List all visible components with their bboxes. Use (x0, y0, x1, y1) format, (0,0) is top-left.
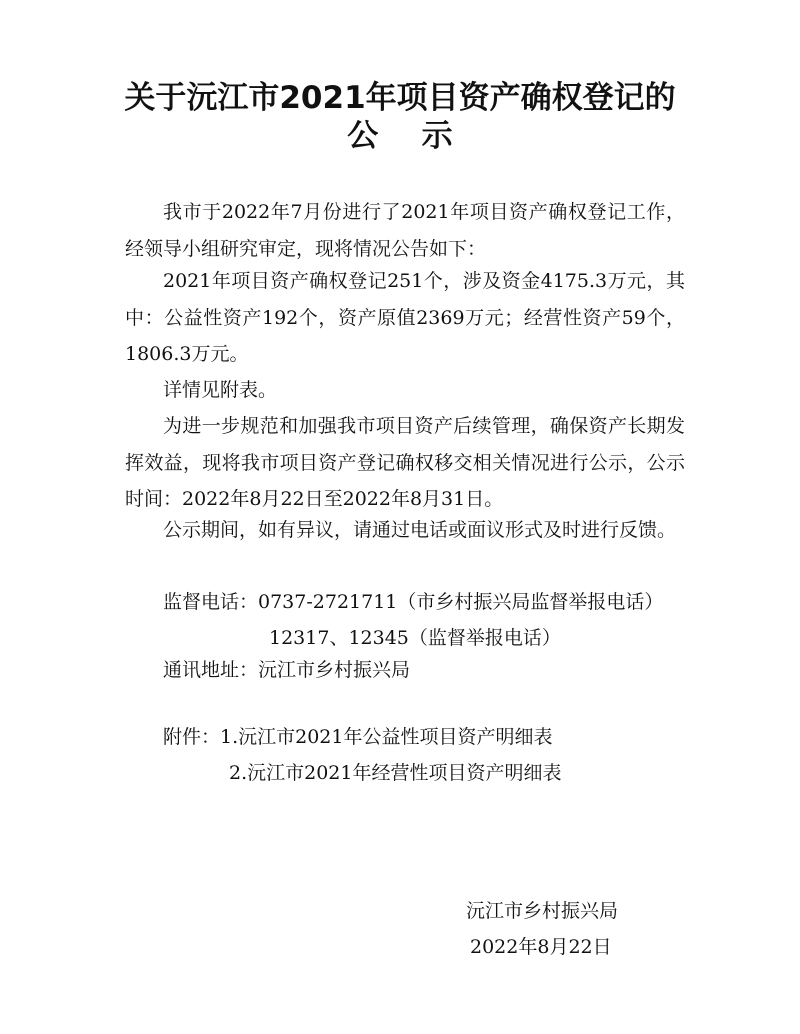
document-title-line2: 公示 (347, 118, 497, 154)
intro-paragraph: 我市于2022年7月份进行了2021年项目资产确权登记工作，经领导小组研究审定，现将情况公告如下： (125, 201, 685, 260)
signature-organization: 沅江市乡村振兴局 (466, 900, 619, 922)
feedback-paragraph: 公示期间，如有异议，请通过电话或面议形式及时进行反馈。 (163, 519, 677, 541)
details-paragraph: 详情见附表。 (163, 379, 278, 401)
attachment-item-2: 2.沅江市2021年经营性项目资产明细表 (229, 762, 562, 784)
attachment-item-1: 附件：1.沅江市2021年公益性项目资产明细表 (163, 726, 553, 748)
signature-date: 2022年8月22日 (470, 936, 612, 958)
contact-address: 通讯地址：沅江市乡村振兴局 (163, 659, 411, 681)
summary-paragraph: 2021年项目资产确权登记251个，涉及资金4175.3万元，其中：公益性资产192个，资产原值2369万元；经营性资产59个，1806.3万元。 (125, 270, 685, 365)
supervision-phone-line: 监督电话：0737-2721711（市乡村振兴局监督举报电话） (163, 591, 664, 613)
publicity-paragraph: 为进一步规范和加强我市项目资产后续管理，确保资产长期发挥效益，现将我市项目资产登记确权移交相关情况进行公示，公示时间：2022年8月22日至2022年8月31日。 (125, 415, 685, 510)
supervision-phone-line-2: 12317、12345（监督举报电话） (269, 627, 561, 649)
document-title-line1: 关于沅江市2021年项目资产确权登记的 (124, 80, 676, 116)
